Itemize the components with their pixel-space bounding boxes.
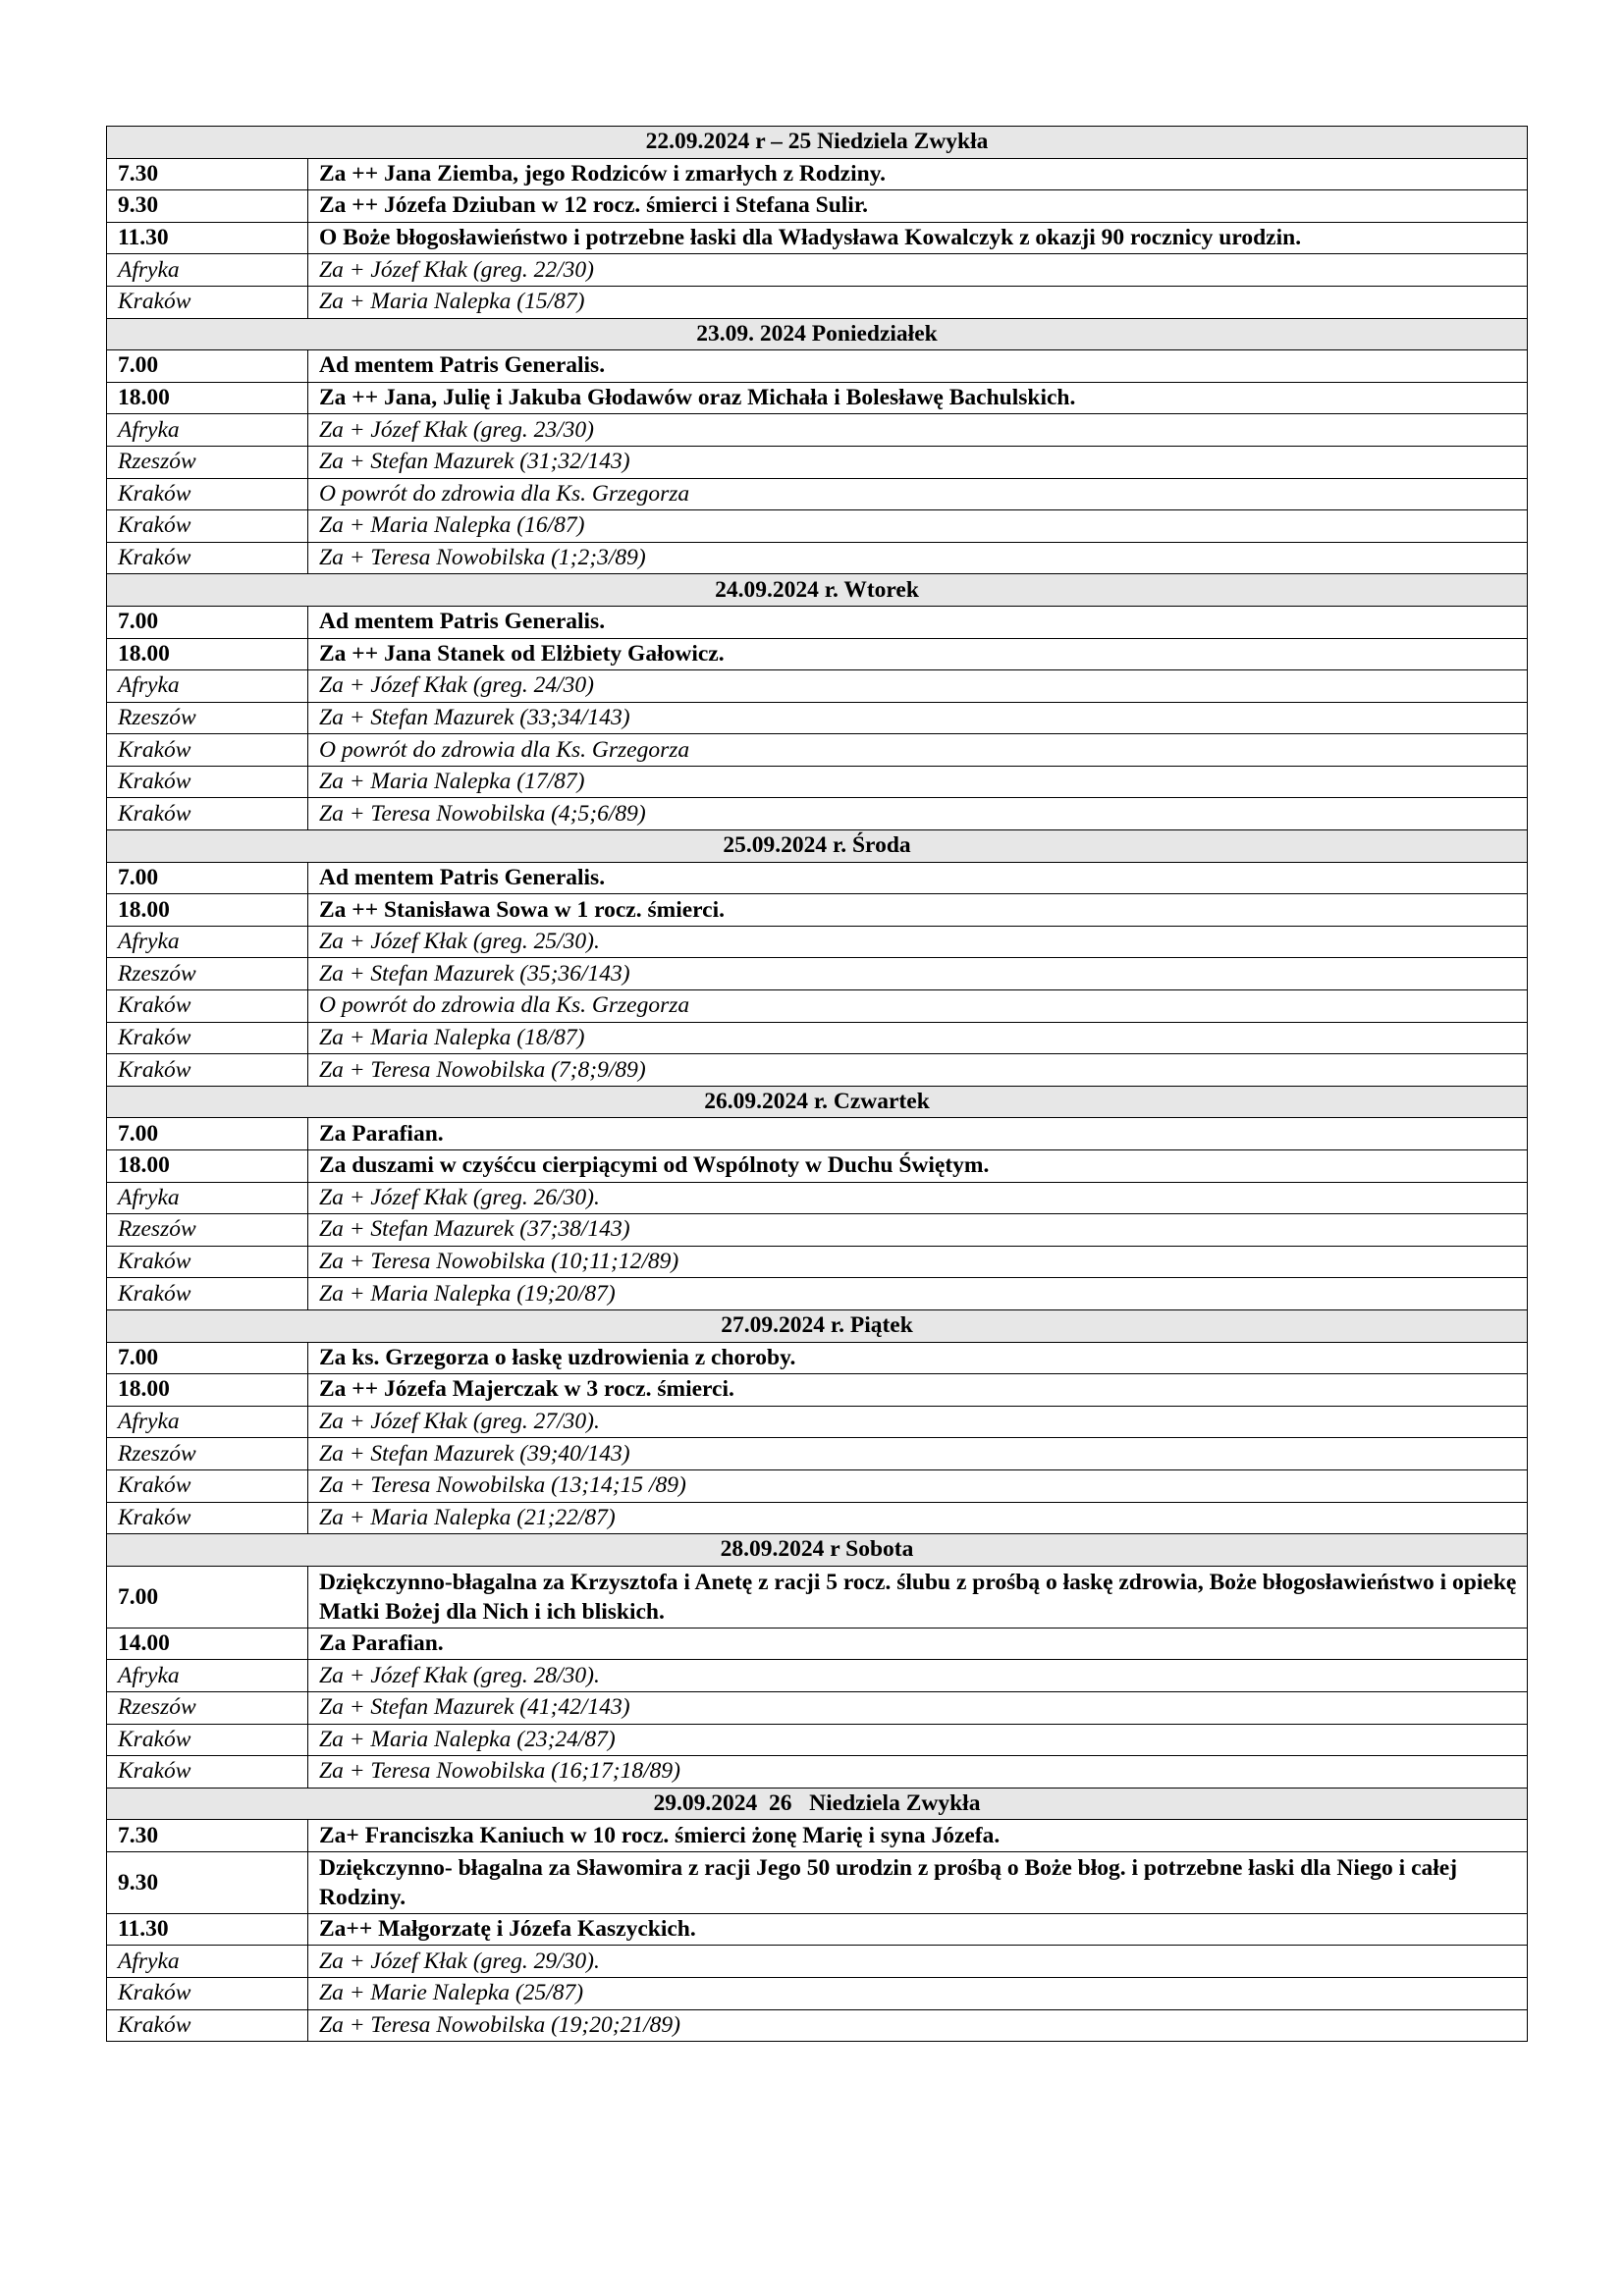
intention-note-row: [107, 286, 1528, 318]
mass-time: 14.00: [107, 1628, 308, 1660]
intention-text: Za ++ Jana Ziemba, jego Rodziców i zmarłych z Rodziny.: [308, 158, 1528, 190]
intention-note-row: [107, 1022, 1528, 1054]
intention-note-row: [107, 1660, 1528, 1692]
intention-note-row: [107, 798, 1528, 830]
intention-text: Za + Józef Kłak (greg. 23/30): [308, 414, 1528, 447]
intention-note-row: [107, 1724, 1528, 1756]
intention-text: Ad mentem Patris Generalis.: [308, 862, 1528, 894]
day-header: 26.09.2024 r. Czwartek: [107, 1086, 1528, 1118]
mass-row: [107, 1851, 1528, 1913]
location: Kraków: [107, 286, 308, 318]
intention-text: Za + Teresa Nowobilska (16;17;18/89): [308, 1756, 1528, 1789]
mass-time: 7.00: [107, 1566, 308, 1628]
mass-time: 9.30: [107, 1851, 308, 1913]
intention-note-row: [107, 1691, 1528, 1724]
intention-text: Za + Maria Nalepka (19;20/87): [308, 1278, 1528, 1310]
location: Kraków: [107, 1756, 308, 1789]
location: Kraków: [107, 1469, 308, 1502]
mass-time: 18.00: [107, 1150, 308, 1183]
intention-text: O powrót do zdrowia dla Ks. Grzegorza: [308, 734, 1528, 767]
mass-time: 18.00: [107, 894, 308, 927]
intention-note-row: [107, 1469, 1528, 1502]
day-header: 23.09. 2024 Poniedziałek: [107, 318, 1528, 350]
mass-row: [107, 158, 1528, 190]
location: Kraków: [107, 510, 308, 543]
intention-text: Za + Maria Nalepka (16/87): [308, 510, 1528, 543]
location: Kraków: [107, 798, 308, 830]
intention-note-row: [107, 958, 1528, 990]
mass-time: 7.00: [107, 1342, 308, 1374]
mass-row: [107, 862, 1528, 894]
day-header-row: [107, 574, 1528, 607]
location: Afryka: [107, 926, 308, 958]
location: Rzeszów: [107, 1438, 308, 1470]
intention-text: Za + Maria Nalepka (23;24/87): [308, 1724, 1528, 1756]
intention-text: Za + Maria Nalepka (17/87): [308, 766, 1528, 798]
mass-time: 7.00: [107, 1118, 308, 1150]
location: Afryka: [107, 1946, 308, 1978]
location: Kraków: [107, 1978, 308, 2010]
intention-text: Za + Stefan Mazurek (39;40/143): [308, 1438, 1528, 1470]
mass-row: [107, 1628, 1528, 1660]
intention-text: Za+ Franciszka Kaniuch w 10 rocz. śmierci żonę Marię i syna Józefa.: [308, 1820, 1528, 1852]
intention-text: Za ++ Jana Stanek od Elżbiety Gałowicz.: [308, 638, 1528, 670]
location: Kraków: [107, 1246, 308, 1278]
location: Kraków: [107, 1278, 308, 1310]
location: Kraków: [107, 478, 308, 510]
intention-text: Za + Józef Kłak (greg. 24/30): [308, 670, 1528, 703]
mass-time: 18.00: [107, 382, 308, 414]
intention-note-row: [107, 926, 1528, 958]
day-header-row: [107, 318, 1528, 350]
intention-note-row: [107, 1756, 1528, 1789]
intention-text: Za ks. Grzegorza o łaskę uzdrowienia z choroby.: [308, 1342, 1528, 1374]
location: Afryka: [107, 1182, 308, 1214]
schedule-body: [107, 127, 1528, 2042]
intention-note-row: [107, 1054, 1528, 1087]
intention-text: Za + Stefan Mazurek (33;34/143): [308, 702, 1528, 734]
intention-text: Za Parafian.: [308, 1628, 1528, 1660]
intention-text: Za + Maria Nalepka (18/87): [308, 1022, 1528, 1054]
intention-note-row: [107, 1438, 1528, 1470]
intention-text: Za + Teresa Nowobilska (7;8;9/89): [308, 1054, 1528, 1087]
mass-row: [107, 382, 1528, 414]
location: Kraków: [107, 766, 308, 798]
intention-text: Za + Teresa Nowobilska (4;5;6/89): [308, 798, 1528, 830]
mass-row: [107, 190, 1528, 223]
location: Kraków: [107, 542, 308, 574]
intention-text: O powrót do zdrowia dla Ks. Grzegorza: [308, 478, 1528, 510]
mass-time: 18.00: [107, 1374, 308, 1407]
intention-text: Za ++ Jana, Julię i Jakuba Głodawów oraz Michała i Bolesławę Bachulskich.: [308, 382, 1528, 414]
mass-row: [107, 894, 1528, 927]
mass-row: [107, 350, 1528, 383]
intention-text: Za Parafian.: [308, 1118, 1528, 1150]
intention-note-row: [107, 766, 1528, 798]
day-header: 29.09.2024 26 Niedziela Zwykła: [107, 1788, 1528, 1820]
mass-time: 7.30: [107, 158, 308, 190]
intention-text: Za + Stefan Mazurek (35;36/143): [308, 958, 1528, 990]
intention-note-row: [107, 1278, 1528, 1310]
intention-note-row: [107, 1182, 1528, 1214]
mass-row: [107, 606, 1528, 638]
day-header: 24.09.2024 r. Wtorek: [107, 574, 1528, 607]
location: Kraków: [107, 1724, 308, 1756]
day-header: 27.09.2024 r. Piątek: [107, 1309, 1528, 1342]
intention-text: Za ++ Józefa Dziuban w 12 rocz. śmierci i Stefana Sulir.: [308, 190, 1528, 223]
day-header: 25.09.2024 r. Środa: [107, 830, 1528, 863]
location: Afryka: [107, 414, 308, 447]
mass-time: 7.00: [107, 862, 308, 894]
intention-text: O powrót do zdrowia dla Ks. Grzegorza: [308, 990, 1528, 1023]
mass-time: 7.00: [107, 350, 308, 383]
intention-text: Za ++ Józefa Majerczak w 3 rocz. śmierci.: [308, 1374, 1528, 1407]
day-header-row: [107, 830, 1528, 863]
day-header-row: [107, 1309, 1528, 1342]
location: Afryka: [107, 1660, 308, 1692]
intention-text: Za + Józef Kłak (greg. 27/30).: [308, 1406, 1528, 1438]
day-header-row: [107, 1788, 1528, 1820]
location: Kraków: [107, 1502, 308, 1534]
location: Afryka: [107, 1406, 308, 1438]
mass-row: [107, 1913, 1528, 1946]
intention-note-row: [107, 1406, 1528, 1438]
intention-note-row: [107, 414, 1528, 447]
intention-note-row: [107, 702, 1528, 734]
intention-note-row: [107, 2009, 1528, 2042]
mass-time: 7.30: [107, 1820, 308, 1852]
location: Kraków: [107, 1022, 308, 1054]
mass-time: 11.30: [107, 1913, 308, 1946]
day-header-row: [107, 1086, 1528, 1118]
intention-note-row: [107, 1214, 1528, 1247]
intention-note-row: [107, 670, 1528, 703]
intention-text: Ad mentem Patris Generalis.: [308, 606, 1528, 638]
intention-note-row: [107, 446, 1528, 478]
intention-text: Za + Maria Nalepka (21;22/87): [308, 1502, 1528, 1534]
location: Rzeszów: [107, 1214, 308, 1247]
mass-row: [107, 222, 1528, 254]
intention-note-row: [107, 1246, 1528, 1278]
location: Kraków: [107, 734, 308, 767]
intention-text: Za + Marie Nalepka (25/87): [308, 1978, 1528, 2010]
mass-row: [107, 1342, 1528, 1374]
intention-text: Za + Józef Kłak (greg. 25/30).: [308, 926, 1528, 958]
location: Kraków: [107, 1054, 308, 1087]
intention-note-row: [107, 1978, 1528, 2010]
day-header-row: [107, 1534, 1528, 1567]
intention-text: Za duszami w czyśćcu cierpiącymi od Wspólnoty w Duchu Świętym.: [308, 1150, 1528, 1183]
mass-row: [107, 1150, 1528, 1183]
mass-row: [107, 638, 1528, 670]
intention-note-row: [107, 478, 1528, 510]
intention-text: Za + Józef Kłak (greg. 26/30).: [308, 1182, 1528, 1214]
intention-text: Za++ Małgorzatę i Józefa Kaszyckich.: [308, 1913, 1528, 1946]
intention-text: O Boże błogosławieństwo i potrzebne łaski dla Władysława Kowalczyk z okazji 90 rocznicy urodzin.: [308, 222, 1528, 254]
intention-text: Za + Józef Kłak (greg. 28/30).: [308, 1660, 1528, 1692]
intention-text: Za + Teresa Nowobilska (13;14;15 /89): [308, 1469, 1528, 1502]
mass-time: 11.30: [107, 222, 308, 254]
location: Afryka: [107, 254, 308, 287]
intention-text: Za + Maria Nalepka (15/87): [308, 286, 1528, 318]
intention-text: Za + Teresa Nowobilska (10;11;12/89): [308, 1246, 1528, 1278]
intention-text: Dziękczynno- błagalna za Sławomira z racji Jego 50 urodzin z prośbą o Boże błog. i potrzebne łaski dla Niego i całej Rodziny.: [308, 1851, 1528, 1913]
mass-time: 18.00: [107, 638, 308, 670]
location: Rzeszów: [107, 702, 308, 734]
intention-note-row: [107, 1502, 1528, 1534]
intention-text: Za + Stefan Mazurek (31;32/143): [308, 446, 1528, 478]
intention-text: Ad mentem Patris Generalis.: [308, 350, 1528, 383]
day-header-row: [107, 127, 1528, 159]
location: Rzeszów: [107, 446, 308, 478]
day-header: 28.09.2024 r Sobota: [107, 1534, 1528, 1567]
location: Afryka: [107, 670, 308, 703]
intention-text: Za + Józef Kłak (greg. 29/30).: [308, 1946, 1528, 1978]
intention-note-row: [107, 254, 1528, 287]
intention-text: Za + Stefan Mazurek (37;38/143): [308, 1214, 1528, 1247]
intention-text: Za ++ Stanisława Sowa w 1 rocz. śmierci.: [308, 894, 1528, 927]
intention-note-row: [107, 734, 1528, 767]
intention-note-row: [107, 1946, 1528, 1978]
mass-row: [107, 1118, 1528, 1150]
intention-text: Za + Stefan Mazurek (41;42/143): [308, 1691, 1528, 1724]
intention-text: Za + Józef Kłak (greg. 22/30): [308, 254, 1528, 287]
mass-intentions-table: [106, 126, 1528, 2042]
intention-text: Dziękczynno-błagalna za Krzysztofa i Anetę z racji 5 rocz. ślubu z prośbą o łaskę zdrowia, Boże błogosławieństwo i opiekę Matki Bożej dla Nich i ich bliskich.: [308, 1566, 1528, 1628]
intention-note-row: [107, 510, 1528, 543]
intention-text: Za + Teresa Nowobilska (1;2;3/89): [308, 542, 1528, 574]
mass-row: [107, 1820, 1528, 1852]
day-header: 22.09.2024 r – 25 Niedziela Zwykła: [107, 127, 1528, 159]
intention-note-row: [107, 542, 1528, 574]
location: Rzeszów: [107, 1691, 308, 1724]
mass-row: [107, 1566, 1528, 1628]
location: Rzeszów: [107, 958, 308, 990]
location: Kraków: [107, 2009, 308, 2042]
mass-time: 7.00: [107, 606, 308, 638]
location: Kraków: [107, 990, 308, 1023]
mass-time: 9.30: [107, 190, 308, 223]
intention-note-row: [107, 990, 1528, 1023]
mass-row: [107, 1374, 1528, 1407]
intention-text: Za + Teresa Nowobilska (19;20;21/89): [308, 2009, 1528, 2042]
